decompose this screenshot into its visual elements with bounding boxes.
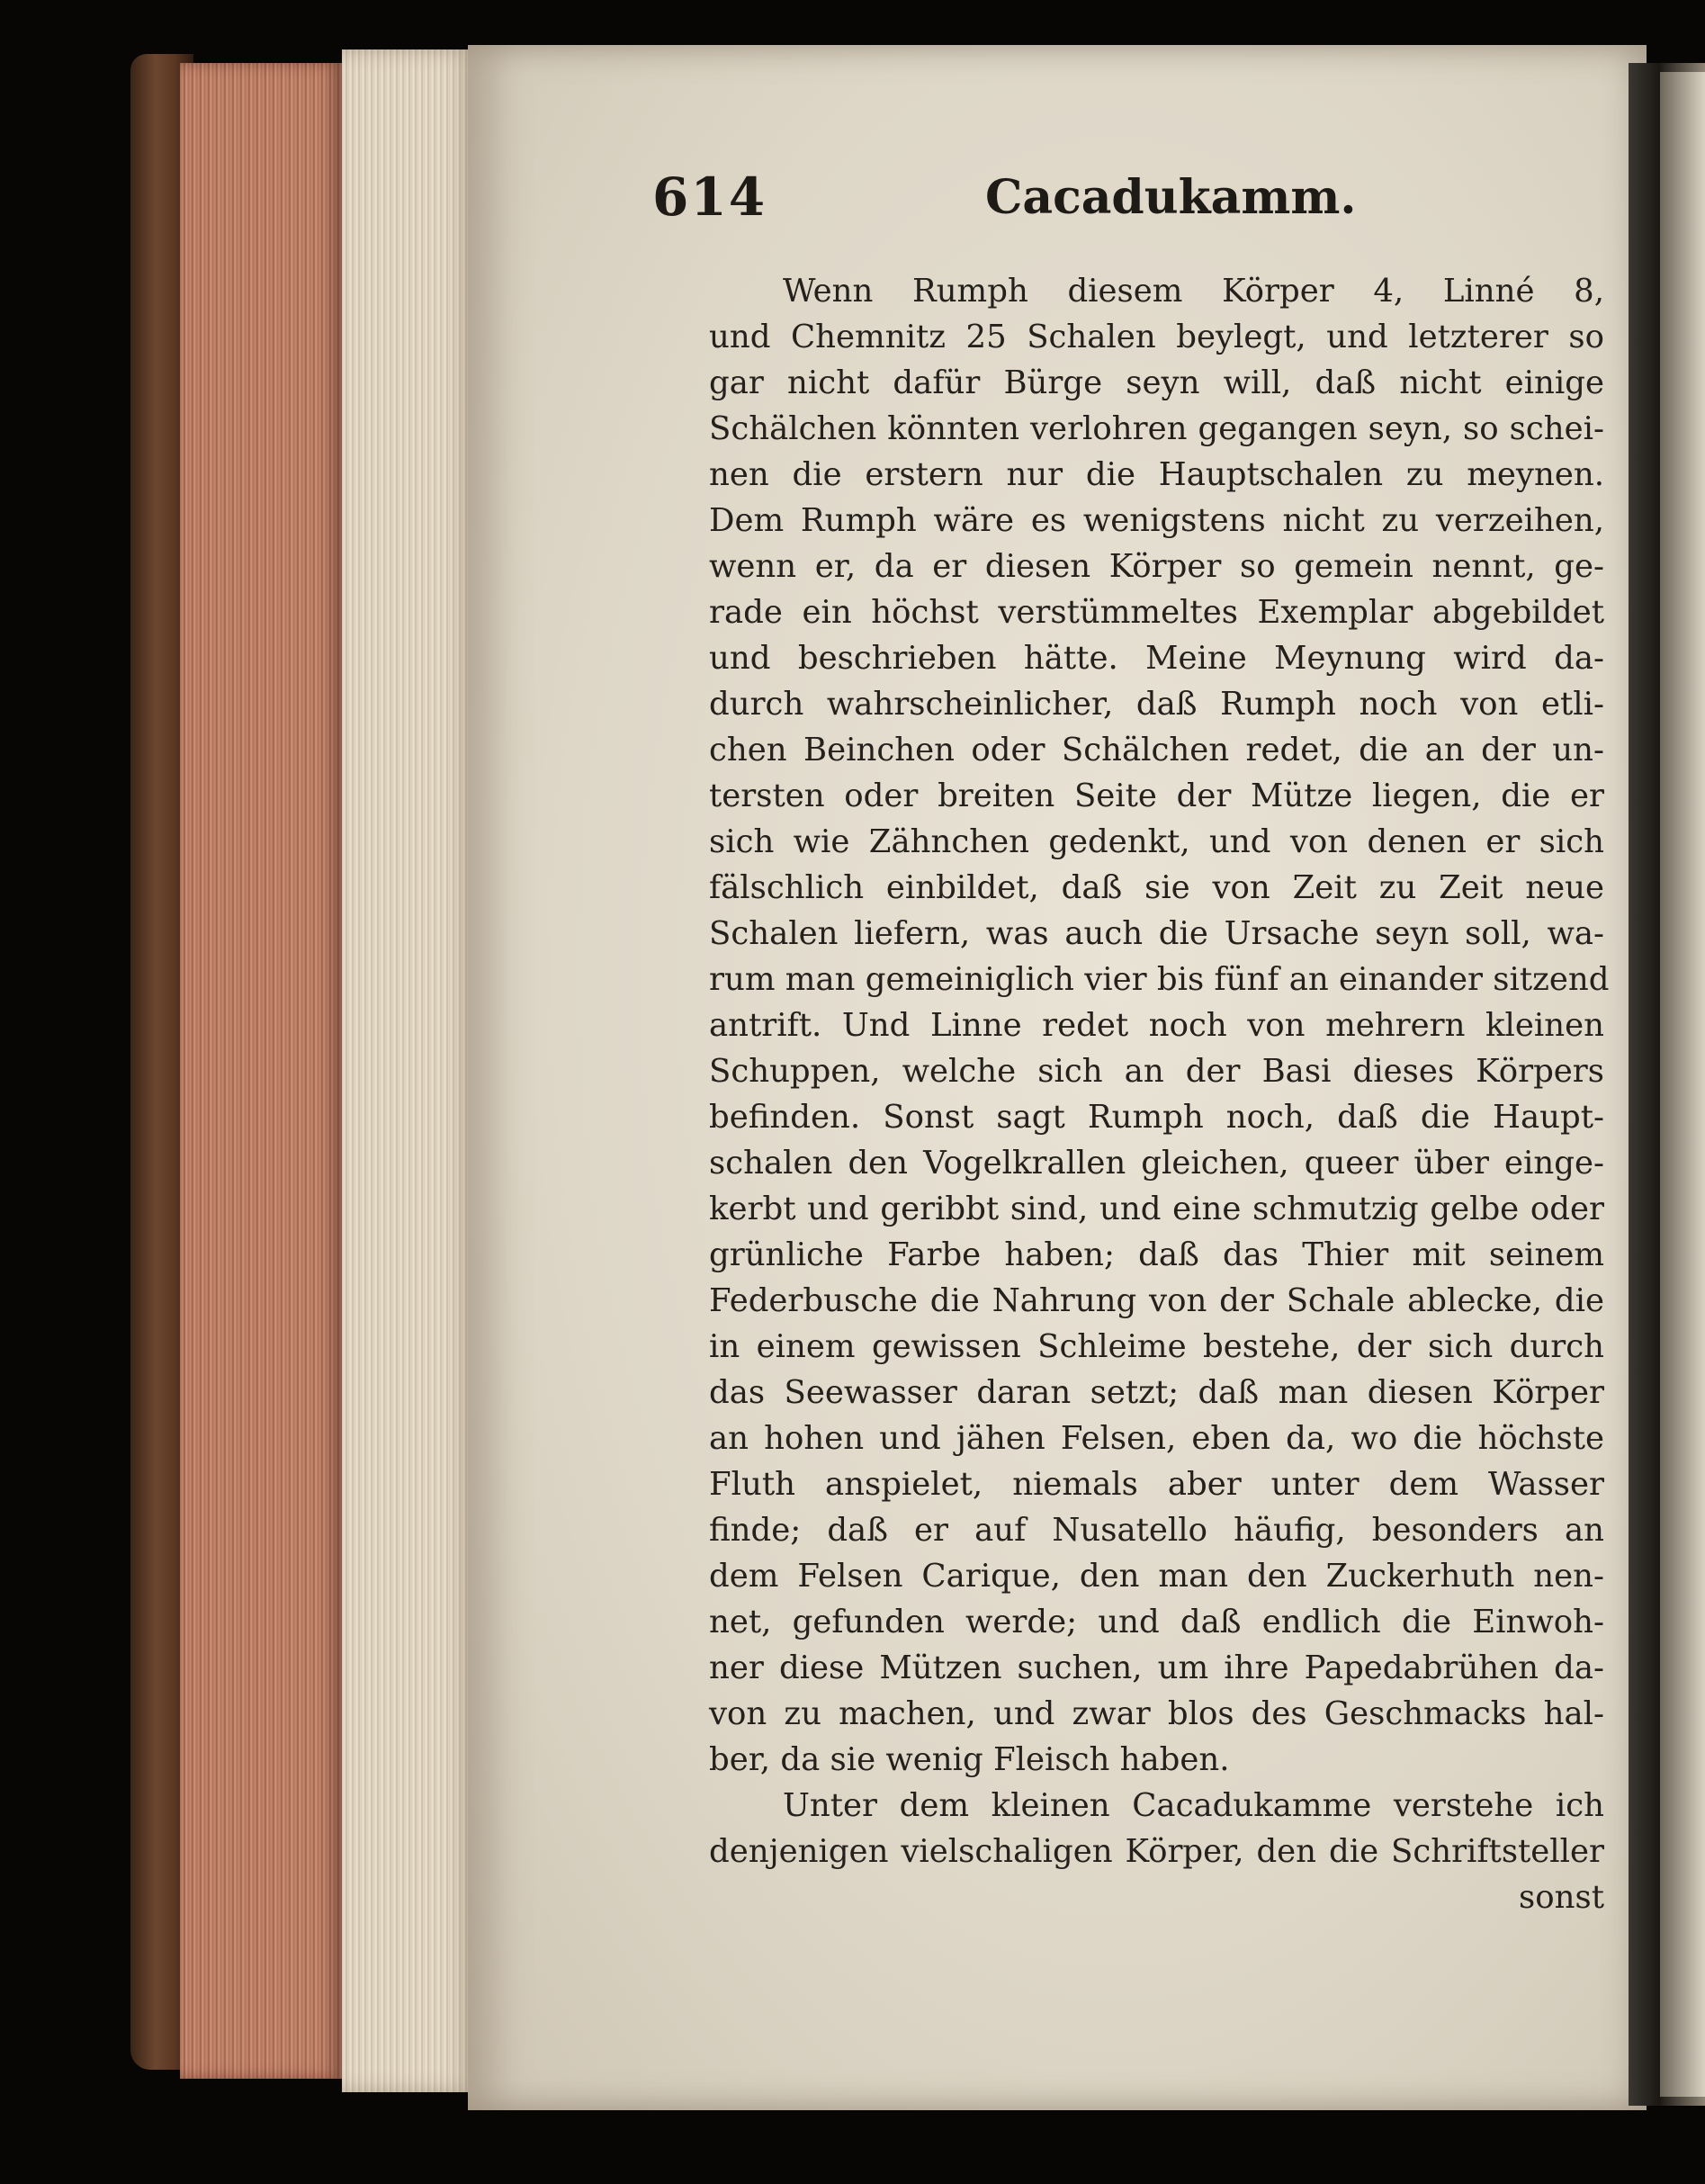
text-line: ber, da sie wenig Fleisch haben.: [709, 1741, 1230, 1778]
text-line: rade ein höchst verstümmeltes Exemplar abgebildet: [709, 594, 1604, 631]
text-line: Schalen liefern, was auch die Ursache seyn soll, wa-: [709, 915, 1604, 952]
running-head: Cacadukamm.: [985, 170, 1357, 225]
text-line: kerbt und geribbt sind, und eine schmutzig gelbe oder: [709, 1191, 1604, 1227]
text-line: grünliche Farbe haben; daß das Thier mit seinem: [709, 1236, 1604, 1273]
catchword: sonst: [1519, 1879, 1604, 1916]
text-line: in einem gewissen Schleime bestehe, der sich durch: [709, 1328, 1604, 1365]
page-header: [652, 166, 1357, 229]
text-line: schalen den Vogelkrallen gleichen, queer über einge-: [709, 1145, 1604, 1182]
text-line: Unter dem kleinen Cacadukamme verstehe ich: [783, 1787, 1604, 1824]
page-number: 614: [652, 166, 767, 228]
text-line: tersten oder breiten Seite der Mütze liegen, die er: [709, 777, 1604, 814]
text-line: finde; daß er auf Nusatello häufig, besonders an: [709, 1512, 1604, 1549]
text-line: Federbusche die Nahrung von der Schale ablecke, die: [709, 1282, 1604, 1319]
text-line: von zu machen, und zwar blos des Geschmacks hal-: [709, 1695, 1604, 1732]
text-line: und beschrieben hätte. Meine Meynung wird da-: [709, 640, 1604, 677]
text-line: net, gefunden werde; und daß endlich die Einwoh-: [709, 1604, 1604, 1640]
text-line: gar nicht dafür Bürge seyn will, daß nicht einige: [709, 364, 1604, 401]
text-line: das Seewasser daran setzt; daß man diesen Körper: [709, 1374, 1604, 1411]
text-line: dem Felsen Carique, den man den Zuckerhuth nen-: [709, 1558, 1604, 1595]
text-line: fälschlich einbildet, daß sie von Zeit zu Zeit neue: [709, 869, 1604, 906]
text-line: Schuppen, welche sich an der Basi dieses Körpers: [709, 1053, 1604, 1090]
text-line: sich wie Zähnchen gedenkt, und von denen er sich: [709, 823, 1604, 860]
text-line: befinden. Sonst sagt Rumph noch, daß die Haupt-: [709, 1099, 1604, 1136]
page-stack-edge: [180, 63, 342, 2079]
text-line: an hohen und jähen Felsen, eben da, wo die höchste: [709, 1420, 1604, 1457]
body-text: [709, 268, 1610, 1920]
text-line: wenn er, da er diesen Körper so gemein nennt, ge-: [709, 548, 1604, 585]
text-line: denjenigen vielschaligen Körper, den die Schriftsteller: [709, 1833, 1604, 1870]
text-line: und Chemnitz 25 Schalen beylegt, und letzterer so: [709, 319, 1604, 355]
text-line: rum man gemeiniglich vier bis fünf an einander sitzend: [709, 961, 1610, 998]
text-line: Schälchen könnten verlohren gegangen seyn, so schei-: [709, 410, 1604, 447]
text-line: ner diese Mützen suchen, um ihre Papedabrühen da-: [709, 1649, 1604, 1686]
page-stack-inner: [342, 49, 477, 2092]
text-line: nen die erstern nur die Hauptschalen zu meynen.: [709, 456, 1604, 493]
text-line: durch wahrscheinlicher, daß Rumph noch von etli-: [709, 686, 1604, 723]
text-line: Dem Rumph wäre es wenigstens nicht zu verzeihen,: [709, 502, 1604, 539]
text-line: chen Beinchen oder Schälchen redet, die an der un-: [709, 732, 1604, 768]
facing-page-edge: [1660, 72, 1705, 2097]
text-line: Wenn Rumph diesem Körper 4, Linné 8,: [783, 273, 1604, 310]
text-line: Fluth anspielet, niemals aber unter dem Wasser: [709, 1466, 1604, 1503]
text-line: antrift. Und Linne redet noch von mehrern kleinen: [709, 1007, 1604, 1044]
